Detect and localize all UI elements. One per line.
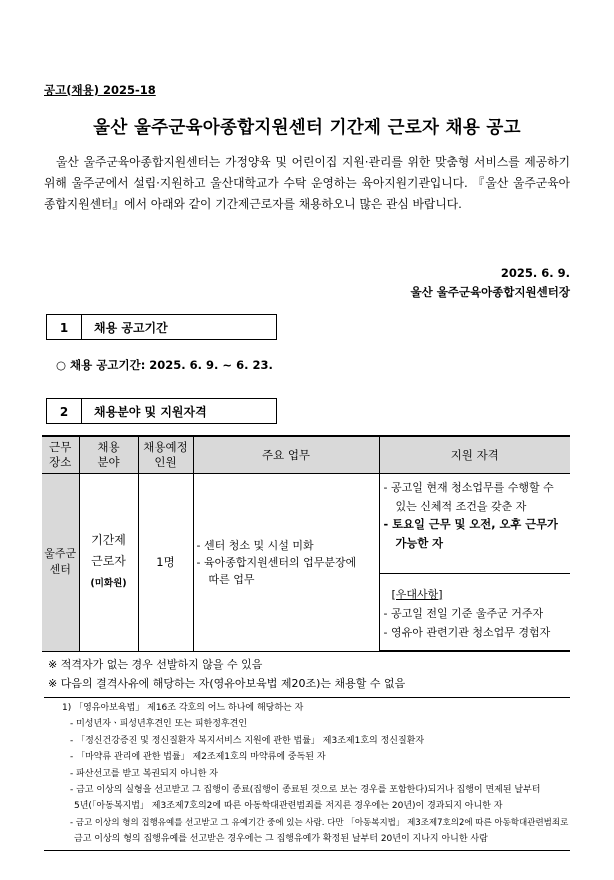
legal-line: - 금고 이상의 실형을 선고받고 그 집행이 종료(집행이 종료된 것으로 보는 경우를 포함한다)되거나 집행이 면제된 날부터 xyxy=(70,785,541,796)
recruitment-period: ○ 채용 공고기간: 2025. 6. 9. ~ 6. 23. xyxy=(56,358,273,372)
organization-name: 울산 울주군육아종합지원센터장 xyxy=(410,285,570,299)
legal-line: - 「정신건강증진 및 정신질환자 복지서비스 지원에 관한 법률」 제3조제1호의 정신질환자 xyxy=(70,735,425,746)
notice-date: 2025. 6. 9. xyxy=(500,266,570,280)
section-1-title: 채용 공고기간 xyxy=(82,314,277,340)
legal-line: - 금고 이상의 형의 집행유예를 선고받고 그 유예기간 중에 있는 사람. 다만 「아동복지법」 제3조제7호의2에 따른 아동학대관련범죄로 xyxy=(70,817,569,828)
legal-line: - 「마약류 관리에 관한 법률」 제2조제1호의 마약류에 중독된 자 xyxy=(70,752,326,763)
note-item: ※ 다음의 결격사유에 해당하는 자(영유아보육법 제20조)는 채용할 수 없음 xyxy=(48,677,406,690)
cell-duties: - 센터 청소 및 시설 미화 - 육아종합지원센터의 업무분장에 따른 업무 xyxy=(193,474,379,652)
header-category: 채용 분야 xyxy=(79,436,138,474)
legal-line: 5년(「아동복지법」 제3조제7호의2에 따른 아동학대관련범죄를 저지른 경우에는 20년)이 경과되지 아니한 자 xyxy=(74,801,503,812)
legal-line: 금고 이상의 형의 집행유예를 선고받은 경우에는 그 집행유예가 확정된 날부터 20년이 지나지 아니한 사람 xyxy=(74,834,488,845)
cell-preferences: [우대사항] - 공고일 전일 기준 울주군 거주자 - 영유아 관련기관 청소업무 경험자 xyxy=(379,574,570,652)
legal-line: - 미성년자ㆍ피성년후견인 또는 피한정후견인 xyxy=(70,719,248,730)
section-2-number: 2 xyxy=(46,398,82,424)
disqualification-box xyxy=(44,697,570,851)
cell-count: 1명 xyxy=(138,474,193,652)
page-title: 울산 울주군육아종합지원센터 기간제 근로자 채용 공고 xyxy=(93,118,521,138)
section-2-title: 채용분야 및 지원자격 xyxy=(82,398,277,424)
header-location: 근무 장소 xyxy=(42,436,79,474)
note-item: ※ 적격자가 없는 경우 선발하지 않을 수 있음 xyxy=(48,658,263,671)
notes xyxy=(48,655,405,693)
section-1-number: 1 xyxy=(46,314,82,340)
cell-location: 울주군 센터 xyxy=(42,474,79,652)
table-header-row xyxy=(42,436,570,474)
header-count: 채용예정 인원 xyxy=(138,436,193,474)
legal-line: - 파산선고를 받고 복권되지 아니한 자 xyxy=(70,768,218,779)
intro-text: 울산 울주군육아종합지원센터는 가정양육 및 어린이집 지원·관리를 위한 맞춤형 서비스를 제공하기 위해 울주군에서 설립·지원하고 울산대학교가 수탁 운영하는 육아지원기관입니다. 『울산 울주군육아종합지원센터』에서 아래와 같이 기간제근로자를 채용하오니 많은 관심 바랍니다. xyxy=(44,155,570,211)
cell-qualifications: - 공고일 현재 청소업무를 수행할 수 있는 신체적 조건을 갖춘 자 - 토요일 근무 및 오전, 오후 근무가 가능한 자 xyxy=(379,474,570,574)
legal-line: 1) 「영유아보육법」 제16조 각호의 어느 하나에 해당하는 자 xyxy=(62,703,304,713)
header-duties: 주요 업무 xyxy=(193,436,379,474)
notice-number: 공고(채용) 2025-18 xyxy=(44,83,156,97)
intro-paragraph xyxy=(44,152,570,215)
table-row xyxy=(42,474,570,574)
header-qualifications: 지원 자격 xyxy=(379,436,570,474)
recruitment-table xyxy=(42,435,570,652)
signature-block xyxy=(410,264,570,302)
cell-category: 기간제 근로자 (미화원) xyxy=(79,474,138,652)
